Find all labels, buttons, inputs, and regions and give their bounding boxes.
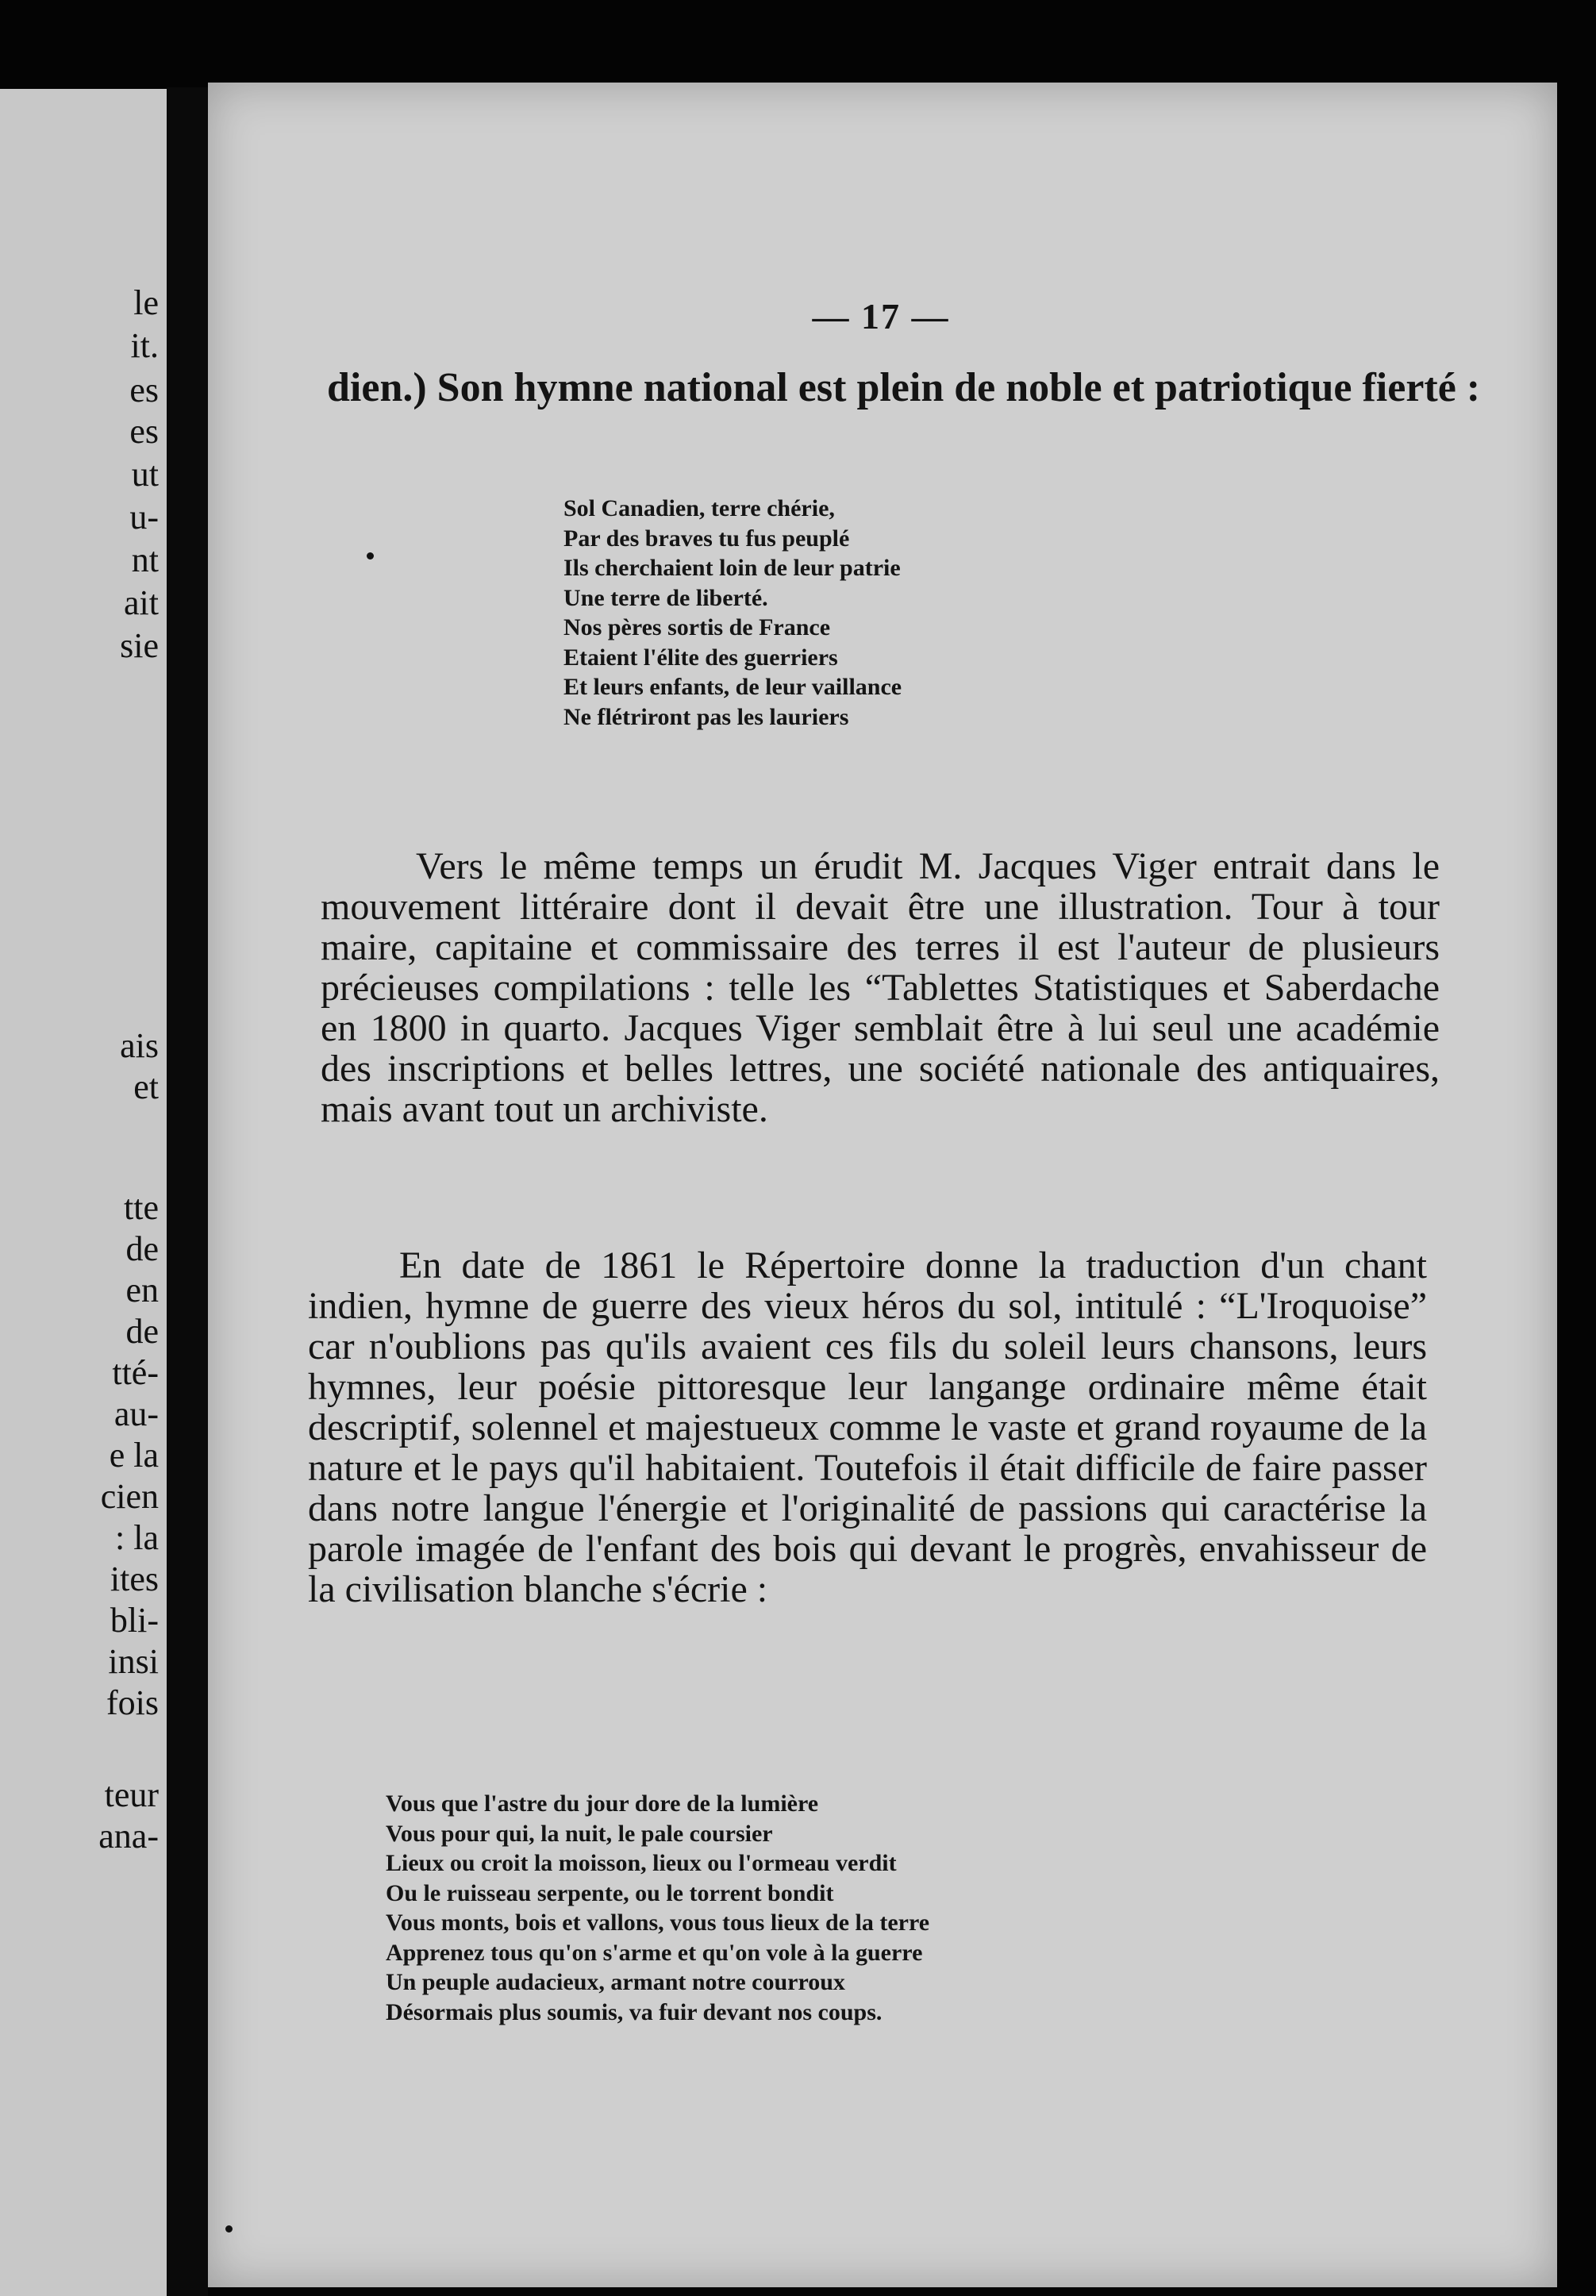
previous-page-text <box>0 89 167 2296</box>
previous-page-fragment: nt <box>131 540 159 579</box>
verse-line: Désormais plus soumis, va fuir devant nos coups. <box>386 1998 883 2025</box>
previous-page-fragment: ana- <box>98 1817 159 1856</box>
paragraph-viger: Vers le même temps un érudit M. Jacques Viger entrait dans le mouvement littéraire dont il devait être une illustration. Tour à tour maire, capitaine et commissaire des terres il est l'auteur de plusieurs précieuses compilations : telle les “Tablettes Statistiques et Saberdache en 1800 in quarto. Jacques Viger semblait être à lui seul une académie des inscriptions et belles lettres, une société nationale des antiquaires, mais avant tout un archiviste. <box>321 845 1440 1130</box>
verse-line: Vous pour qui, la nuit, le pale coursier <box>386 1820 773 1847</box>
paragraph-iroquoise: En date de 1861 le Répertoire donne la traduction d'un chant indien, hymne de guerre des vieux héros du sol, intitulé : “L'Iroquoise” car n'oublions pas qu'ils avaient ces fils du soleil leurs chansons, leurs hymnes, leur poésie pittoresque leur langange ordinaire même était descriptif, solennel et majestueux comme le vaste et grand royaume de la nature et le pays qu'il habitaient. Toutefois il était difficile de faire passer dans notre langue l'énergie et l'originalité de passions qui caractérise la parole imagée de l'enfant des bois qui devant le progrès, envahisseur de la civilisation blanche s'écrie : <box>308 1244 1427 1610</box>
previous-page-fragment: au- <box>113 1394 159 1433</box>
verse-line: Et leurs enfants, de leur vaillance <box>563 674 902 700</box>
verse-line: Etaient l'élite des guerriers <box>563 644 838 671</box>
previous-page-fragment: cien <box>100 1477 159 1516</box>
previous-page-fragment: it. <box>130 326 159 365</box>
previous-page-fragment: de <box>125 1312 159 1351</box>
previous-page-edge <box>0 89 167 2296</box>
previous-page-fragment: sie <box>120 626 159 665</box>
previous-page-fragment: le <box>133 283 159 322</box>
anthem-verse <box>563 494 902 732</box>
previous-page-fragment: es <box>129 371 159 410</box>
ink-speck <box>225 2225 233 2233</box>
previous-page-fragment: de <box>125 1229 159 1268</box>
verse-line: Ne flétriront pas les lauriers <box>563 703 849 730</box>
book-binding-gutter <box>167 87 208 2296</box>
verse-line: Un peuple audacieux, armant notre courroux <box>386 1969 845 1995</box>
verse-line: Une terre de liberté. <box>563 584 768 611</box>
verse-line: Apprenez tous qu'on s'arme et qu'on vole à la guerre <box>386 1939 923 1966</box>
verse-line: Nos pères sortis de France <box>563 614 831 640</box>
previous-page-fragment: ais <box>120 1026 159 1065</box>
previous-page-fragment: teur <box>104 1775 159 1814</box>
previous-page-fragment: ites <box>110 1560 159 1598</box>
previous-page-fragment: e la <box>109 1436 159 1475</box>
previous-page-fragment: et <box>133 1067 159 1106</box>
ink-speck <box>367 552 374 560</box>
previous-page-fragment: ait <box>124 583 159 622</box>
verse-line: Ils cherchaient loin de leur patrie <box>563 555 901 581</box>
verse-line: Ou le ruisseau serpente, ou le torrent bondit <box>386 1879 834 1906</box>
previous-page-fragment: : la <box>115 1518 159 1557</box>
verse-line: Vous que l'astre du jour dore de la lumière <box>386 1790 819 1817</box>
verse-line: Vous monts, bois et vallons, vous tous lieux de la terre <box>386 1909 930 1936</box>
previous-page-fragment: ut <box>131 455 159 494</box>
previous-page-fragment: en <box>125 1271 159 1310</box>
verse-line: Lieux ou croit la moisson, lieux ou l'ormeau verdit <box>386 1850 897 1876</box>
verse-line: Par des braves tu fus peuplé <box>563 525 850 552</box>
previous-page-fragment: u- <box>129 498 159 537</box>
page-number: — 17 — <box>812 296 950 337</box>
previous-page-fragment: insi <box>108 1642 159 1681</box>
previous-page-fragment: fois <box>106 1683 159 1722</box>
previous-page-fragment: es <box>129 412 159 451</box>
book-page <box>208 83 1557 2287</box>
lead-paragraph: dien.) Son hymne national est plein de noble et patriotique fierté : <box>327 365 1481 410</box>
verse-line: Sol Canadien, terre chérie, <box>563 495 835 521</box>
previous-page-fragment: bli- <box>110 1601 159 1640</box>
previous-page-fragment: tte <box>124 1188 159 1227</box>
previous-page-fragment: tté- <box>112 1353 159 1392</box>
iroquoise-verse <box>386 1789 929 2027</box>
